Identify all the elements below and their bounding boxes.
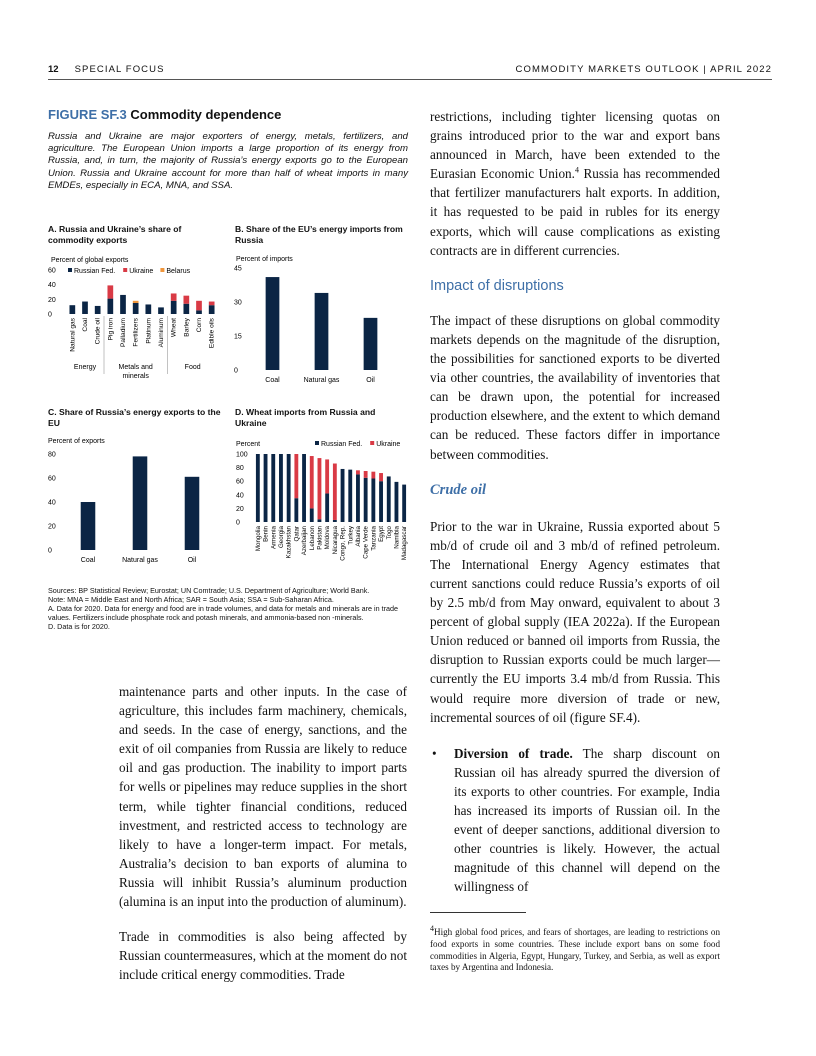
bar: [271, 454, 275, 522]
paragraph-text: Russia has recommended that fertilizer manufacturers halt exports. In addition, it has requested to be paid in rubles for its energy exports, which will cause complications as existing contracts are in different currencies.: [430, 166, 720, 258]
abbrev-note: Note: MNA = Middle East and North Africa; SAR = South Asia; SSA = Sub-Saharan Africa.: [48, 595, 334, 605]
y-tick-label: 20: [48, 296, 56, 304]
x-tick-label: Fertilizers: [132, 318, 140, 347]
y-tick-label: 20: [48, 523, 56, 531]
panel-a-title: A. Russia and Ukraine’s share of commodity exports: [48, 224, 182, 245]
y-tick-label: 80: [236, 465, 244, 473]
x-tick-label: Moldova: [324, 526, 332, 550]
y-tick-label: 40: [48, 282, 56, 290]
x-tick-label: Coal: [82, 318, 89, 332]
left-paragraph: maintenance parts and other inputs. In the case of agriculture, this includes farm machinery, chemicals, and seeds. In the case of energy, sanctions, and the exit of oil companies from Russia are likely to reduce oil and gas production. The inability to import parts for wells or pipelines may reduce supplies in the short term, while tighter financial conditions, reduced investment, and restricted access to technology are likely to have a longer-term impact. For metals, Australia’s decision to ban exports of alumina to Russia will inhibit Russia’s aluminum production (alumina is an input into the production of aluminum).: [119, 684, 407, 910]
chart-b: [230, 254, 410, 388]
x-tick-label: Egypt: [378, 526, 386, 542]
bar: [81, 502, 96, 550]
x-tick-label: Albania: [354, 526, 362, 547]
right-column: [430, 107, 720, 896]
legend-swatch: [370, 441, 374, 445]
panel-d-title: D. Wheat imports from Russia and Ukraine: [235, 407, 376, 428]
chart-c: [44, 436, 228, 568]
x-tick-label: Madagascar: [401, 526, 409, 561]
paragraph-text: restrictions, including tighter licensing quotas on grains introduced prior to the war and export bans announced in March, have been extended to the Eurasian Economic Union.: [430, 109, 720, 182]
x-tick-label: Azerbaijan: [301, 526, 309, 556]
bar: [395, 482, 399, 522]
bar: [133, 303, 139, 314]
footnote: [430, 923, 720, 974]
bar: [315, 293, 329, 370]
y-tick-label: 0: [48, 547, 52, 555]
bar: [209, 302, 215, 306]
bar: [387, 476, 391, 522]
chart-a: [44, 254, 228, 388]
y-tick-label: 60: [48, 267, 56, 275]
bullet-item: [430, 744, 720, 897]
left-paragraph: Trade in commodities is also being affected by Russian countermeasures, which at the moment do not include critical energy commodities. Trade: [119, 929, 407, 983]
panel-b-title: B. Share of the EU’s energy imports from Russia: [235, 224, 403, 245]
bar: [95, 306, 101, 314]
bar: [310, 456, 314, 508]
legend-label: Russian Fed.: [74, 268, 116, 275]
page-number: 12: [48, 64, 59, 75]
x-tick-label: Edible oils: [208, 318, 216, 349]
y-tick-label: 0: [48, 311, 52, 319]
x-tick-label: Namibia: [393, 526, 401, 549]
x-tick-label: Oil: [187, 557, 197, 564]
bullet-icon: •: [432, 745, 437, 761]
x-tick-label: Oil: [366, 377, 375, 384]
y-tick-label: 0: [234, 367, 238, 375]
left-column: [119, 682, 407, 1000]
bar: [120, 295, 126, 314]
bar: [107, 299, 113, 314]
publication-title: COMMODITY MARKETS OUTLOOK | APRIL 2022: [515, 64, 772, 75]
x-tick-label: Mongolia: [254, 526, 262, 552]
bar: [318, 519, 322, 522]
y-axis-label: Percent of exports: [48, 438, 105, 445]
x-tick-label: Nicaragua: [331, 526, 339, 555]
chart-d: [230, 436, 410, 576]
x-tick-label: Natural gas: [303, 377, 340, 384]
y-tick-label: 40: [236, 492, 244, 500]
y-tick-label: 20: [236, 505, 244, 513]
bar: [82, 302, 88, 314]
section-heading: Impact of disruptions: [430, 277, 564, 294]
group-label: Energy: [73, 364, 97, 371]
legend-label: Russian Fed.: [321, 441, 363, 448]
bar: [310, 508, 314, 522]
x-tick-label: Coal: [265, 377, 280, 384]
bar: [107, 285, 113, 298]
page-header: [48, 64, 772, 78]
bar: [325, 459, 329, 493]
bar: [266, 277, 280, 370]
bar: [379, 473, 383, 481]
footnote-text: High global food prices, and fears of shortages, are leading to restrictions on food exports in some countries. These include export bans on some food commodities in Algeria, Egypt, Hungary, Turkey, and Serbia, as well as export taxes by Argentina and Indonesia.: [430, 927, 720, 973]
bar: [145, 304, 151, 314]
bar: [348, 470, 352, 522]
group-label: Food: [184, 364, 201, 371]
right-paragraph-3: Prior to the war in Ukraine, Russia exported about 5 mb/d of crude oil and 3 mb/d of refined petroleum. The International Energy Agency estimates that current sanctions could reduce Russia’s exports of oil by 2.5 mb/d from May onward, equivalent to about 3 percent of global supply (IEA 2022a). If the European Union reduced or banned oil imports from Russia, the disruption to Russian exports could be much larger—currently the EU imports 3.4 mb/d from Russia. This would require more diversion of trade or new, incremental sources of oil (figure SF.4).: [430, 518, 720, 725]
x-tick-label: Cape Verde: [362, 526, 370, 559]
bar: [183, 304, 189, 314]
legend-swatch: [68, 268, 72, 272]
bar: [333, 520, 337, 522]
panel-a-note: A. Data for 2020. Data for energy and food are in trade volumes, and data for metals and minerals are in trade values. Fertilizers include phosphate rock and potash minerals, and ammonia-based non -minerals.: [48, 604, 398, 623]
x-tick-label: Natural gas: [69, 318, 77, 352]
bar: [171, 293, 177, 300]
y-tick-label: 30: [234, 299, 242, 307]
bar: [185, 477, 200, 550]
bar: [279, 454, 283, 522]
x-tick-label: Benin: [262, 526, 270, 542]
bar: [183, 296, 189, 304]
footnote-number: 4: [430, 923, 434, 933]
x-tick-label: Platinum: [145, 318, 153, 344]
bar: [196, 301, 202, 311]
y-tick-label: 100: [236, 451, 248, 459]
y-tick-label: 60: [236, 478, 244, 486]
y-tick-label: 80: [48, 451, 56, 459]
bar: [294, 498, 298, 522]
bar: [264, 454, 268, 522]
figure-title: [48, 107, 281, 122]
panel-c-title: C. Share of Russia’s energy exports to the EU: [48, 407, 221, 428]
bar: [318, 458, 322, 519]
x-tick-label: Palladium: [120, 318, 127, 347]
header-rule: [48, 79, 772, 80]
y-axis-label: Percent: [236, 441, 261, 448]
x-tick-label: Aluminum: [158, 318, 165, 348]
section-label: SPECIAL FOCUS: [74, 64, 165, 75]
panel-d-note: D. Data is for 2020.: [48, 622, 110, 632]
bar: [364, 318, 378, 370]
bar: [371, 472, 375, 479]
x-tick-label: Coal: [80, 557, 96, 564]
x-tick-label: Turkey: [347, 526, 355, 545]
bar: [256, 454, 260, 522]
y-tick-label: 60: [48, 475, 56, 483]
x-tick-label: Corn: [196, 318, 203, 333]
x-tick-label: Pig iron: [107, 318, 115, 341]
right-paragraph-2: The impact of these disruptions on global commodity markets depends on the magnitude of the disruption, the possibilities for sanctioned exports to be diverted via other countries, the availability of inventories that can be drawn upon, the potential for increased production elsewhere, and the extent to which demand can be reduced. These factors differ in importance between commodities.: [430, 312, 720, 462]
bullet-text: The sharp discount on Russian oil has already spurred the diversion of its exports to other countries. For example, India has increased its imports of Russian oil. In the event of deeper sanctions, additional diversion to other countries is likely. However, the actual magnitude of this channel will depend on the willingness of: [454, 745, 720, 895]
bar: [196, 310, 202, 314]
figure-notes: [48, 586, 410, 631]
footnote-ref: 4: [574, 165, 579, 175]
x-tick-label: Armenia: [270, 526, 278, 550]
group-label: Metals and: [118, 364, 153, 371]
bar: [379, 481, 383, 522]
group-label: minerals: [122, 373, 149, 380]
footnote-rule: [430, 912, 526, 913]
bar: [341, 469, 345, 522]
y-tick-label: 15: [234, 333, 242, 341]
bar: [209, 305, 215, 314]
x-tick-label: Crude oil: [94, 318, 102, 345]
sources-note: Sources: BP Statistical Review; Eurostat; UN Comtrade; U.S. Department of Agriculture; World Bank.: [48, 586, 370, 595]
legend-swatch: [315, 441, 319, 445]
x-tick-label: Pakistan: [316, 526, 324, 550]
bar: [371, 478, 375, 522]
x-tick-label: Kazakhstan: [285, 526, 293, 559]
x-tick-label: Barley: [183, 318, 191, 337]
y-tick-label: 0: [236, 519, 240, 527]
bar: [133, 456, 148, 550]
figure-title-text: Commodity dependence: [130, 107, 282, 122]
y-axis-label: Percent of imports: [236, 256, 293, 263]
bar: [325, 493, 329, 522]
bar: [69, 305, 75, 314]
x-tick-label: Togo: [385, 526, 393, 540]
bar: [171, 301, 177, 314]
bar: [294, 454, 298, 498]
bar: [364, 471, 368, 478]
legend-label: Ukraine: [376, 441, 401, 448]
x-tick-label: Lebanon: [308, 526, 316, 551]
x-tick-label: Tanzania: [370, 526, 378, 551]
subsection-heading: Crude oil: [430, 481, 486, 498]
x-tick-label: Natural gas: [122, 557, 158, 564]
bullet-title: Diversion of trade.: [454, 745, 573, 761]
y-tick-label: 45: [234, 265, 242, 273]
bar: [364, 478, 368, 522]
bar: [133, 301, 139, 303]
figure-label: FIGURE SF.3: [48, 107, 127, 122]
x-tick-label: Congo, Rep.: [339, 526, 347, 561]
right-paragraph-1: [430, 107, 720, 260]
y-tick-label: 40: [48, 499, 56, 507]
bar: [402, 485, 406, 522]
bar: [356, 474, 360, 522]
x-tick-label: Qatar: [293, 526, 301, 542]
bar: [302, 454, 306, 522]
bar: [333, 464, 337, 520]
figure-caption: Russia and Ukraine are major exporters of energy, metals, fertilizers, and agriculture. The European Union imports a large proportion of its energy from Russia, and, in turn, the majority of Russia’s energy exports go to the European Union. Russia and Ukraine account for more than half of wheat imports in many EMDEs, especially in ECA, MNA, and SSA.: [48, 131, 408, 191]
legend-label: Ukraine: [129, 268, 154, 275]
bar: [356, 470, 360, 474]
legend-swatch: [160, 268, 164, 272]
x-tick-label: Wheat: [170, 318, 178, 338]
y-axis-label: Percent of global exports: [51, 257, 129, 264]
bar: [287, 454, 291, 522]
x-tick-label: Georgia: [277, 526, 285, 549]
legend-label: Belarus: [166, 268, 191, 275]
bar: [158, 307, 164, 314]
legend-swatch: [123, 268, 127, 272]
